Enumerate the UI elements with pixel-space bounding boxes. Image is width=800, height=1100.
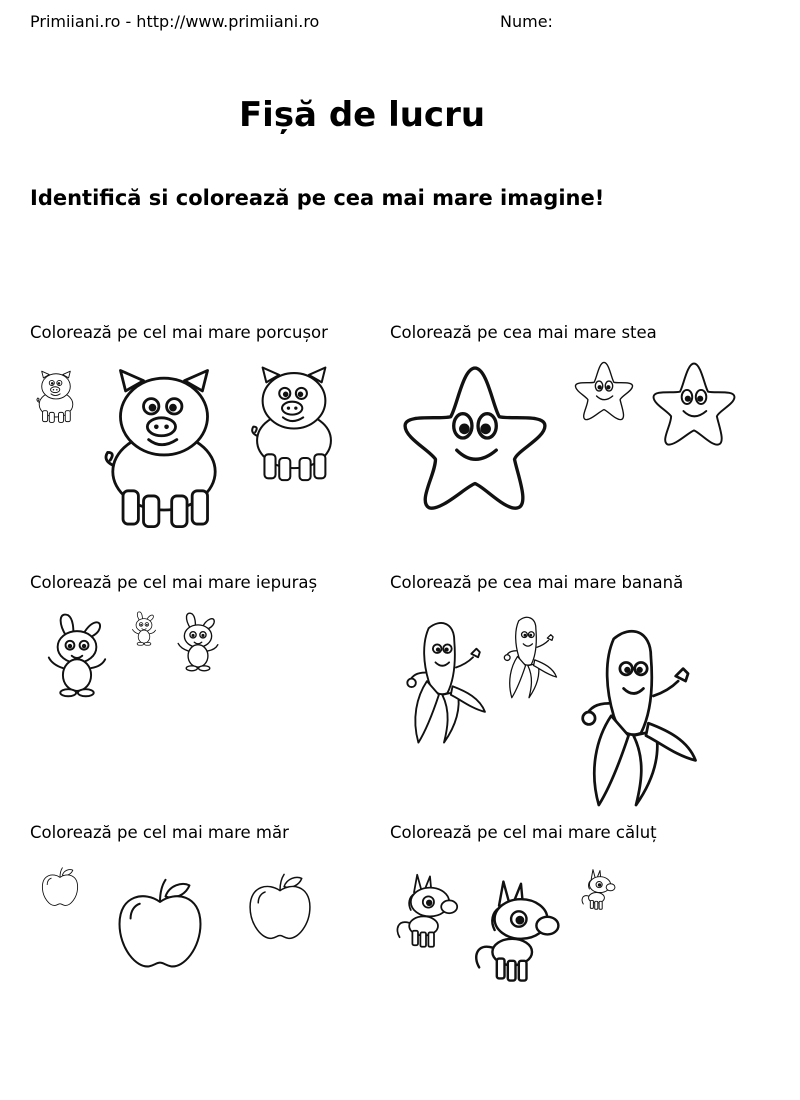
bunny-icon-small bbox=[126, 610, 162, 646]
bunny-icon-large bbox=[32, 610, 122, 698]
exercise-label-bunny: Colorează pe cel mai mare iepuraș bbox=[30, 573, 318, 592]
instruction-text: Identifică si colorează pe cea mai mare imagine! bbox=[30, 186, 605, 210]
apple-icon-large bbox=[114, 876, 206, 972]
apple-icon-small bbox=[40, 866, 80, 908]
pony-icon-large bbox=[466, 860, 576, 1000]
exercise-label-pig: Colorează pe cel mai mare porcușor bbox=[30, 323, 328, 342]
star-icon-large bbox=[396, 362, 554, 514]
exercise-label-apple: Colorează pe cel mai mare măr bbox=[30, 823, 289, 842]
site-url: Primiiani.ro - http://www.primiiani.ro bbox=[30, 12, 320, 31]
star-icon-small bbox=[570, 360, 638, 422]
pig-icon-small bbox=[35, 360, 77, 432]
pig-icon-large bbox=[100, 362, 228, 530]
banana-icon-large bbox=[568, 624, 704, 810]
bunny-icon-medium bbox=[166, 610, 230, 672]
exercise-label-banana: Colorează pe cea mai mare banană bbox=[390, 573, 684, 592]
pig-icon-medium bbox=[246, 362, 342, 482]
star-icon-medium bbox=[648, 360, 740, 448]
banana-icon-medium bbox=[396, 618, 492, 746]
banana-icon-small bbox=[498, 614, 560, 700]
exercise-label-star: Colorează pe cea mai mare stea bbox=[390, 323, 657, 342]
exercise-label-pony: Colorează pe cel mai mare căluț bbox=[390, 823, 657, 842]
pony-icon-medium bbox=[390, 860, 470, 960]
page-title: Fișă de lucru bbox=[238, 95, 486, 135]
apple-icon-medium bbox=[246, 872, 314, 942]
pony-icon-small bbox=[578, 860, 622, 918]
name-field-label: Nume: bbox=[500, 12, 553, 31]
